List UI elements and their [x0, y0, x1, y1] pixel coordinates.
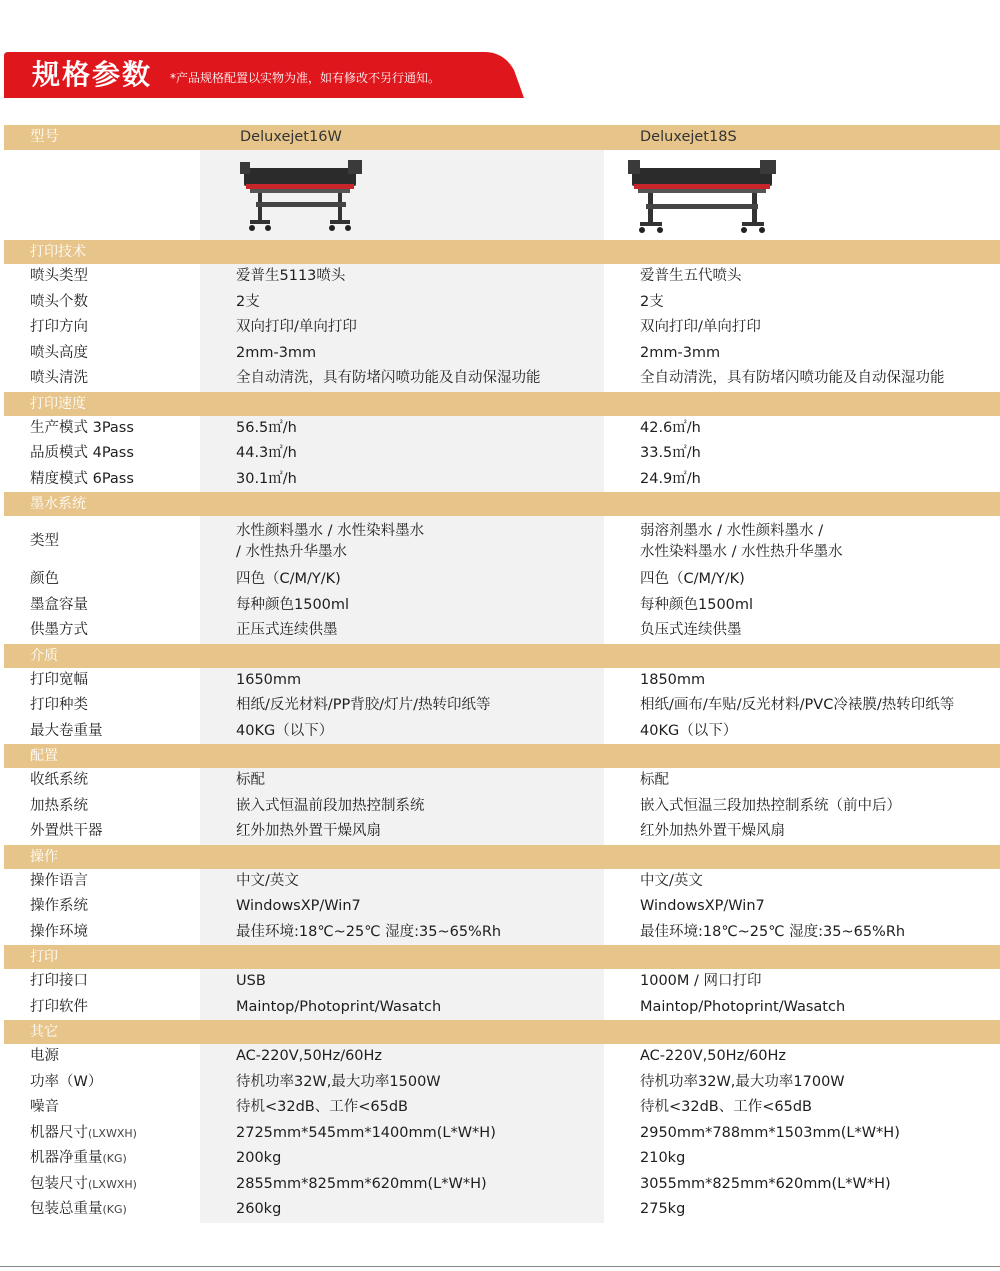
spec-value-model-1 [200, 516, 604, 567]
spec-label-text: 供墨方式 [30, 622, 88, 638]
large-format-printer-icon [236, 158, 366, 236]
section-header: 打印速度 [4, 392, 1000, 416]
spec-value-model-2: 红外加热外置干燥风扇 [640, 823, 785, 839]
spec-label [4, 441, 200, 467]
spec-label-text: 外置烘干器 [30, 823, 103, 839]
spec-row [4, 768, 1000, 794]
spec-label-text: 包装总重量 [30, 1201, 103, 1217]
section-header: 其它 [4, 1020, 1000, 1044]
spec-label [4, 1070, 200, 1096]
spec-value-model-1: 30.1㎡/h [200, 467, 604, 493]
printer-image-row [4, 150, 1000, 240]
spec-value-model-1: 相纸/反光材料/PP背胶/灯片/热转印纸等 [200, 693, 604, 719]
spec-row [4, 668, 1000, 694]
spec-value-model-1: Maintop/Photoprint/Wasatch [200, 995, 604, 1021]
spec-value-line: 弱溶剂墨水 / 水性颜料墨水 / [640, 522, 824, 539]
spec-value-model-1: 最佳环境:18℃~25℃ 湿度:35~65%Rh [200, 920, 604, 946]
spec-value-model-2: 双向打印/单向打印 [640, 319, 761, 335]
spec-label-unit: (KG) [102, 1152, 127, 1165]
spec-value-model-1: 四色（C/M/Y/K) [200, 567, 604, 593]
spec-label [4, 719, 200, 745]
spec-label [4, 315, 200, 341]
spec-label-text: 包装尺寸 [30, 1175, 88, 1192]
spec-value-model-2: AC-220V,50Hz/60Hz [640, 1048, 787, 1064]
spec-label [4, 1172, 200, 1198]
printer-image-2 [604, 150, 1000, 240]
spec-table [4, 125, 1000, 1223]
section-header: 配置 [4, 744, 1000, 768]
spec-value-lines [236, 521, 424, 563]
spec-value-model-2: 负压式连续供墨 [640, 622, 742, 638]
spec-label [4, 768, 200, 794]
spec-value-model-2: 42.6㎡/h [640, 419, 701, 436]
spec-label-text: 打印软件 [30, 998, 88, 1015]
spec-label-text: 墨盒容量 [30, 596, 88, 613]
spec-value-model-1: 红外加热外置干燥风扇 [200, 819, 604, 845]
banner-note: *产品规格配置以实物为准，如有修改不另行通知。 [170, 71, 441, 85]
bottom-divider [0, 1266, 1000, 1267]
section-header: 打印 [4, 945, 1000, 969]
spec-value-model-2: 标配 [640, 772, 669, 788]
spec-value-model-2: 相纸/画布/车贴/反光材料/PVC冷裱膜/热转印纸等 [640, 697, 955, 713]
spec-row [4, 794, 1000, 820]
spec-row [4, 290, 1000, 316]
spec-label-text: 操作系统 [30, 898, 88, 914]
spec-label-text: 打印接口 [30, 973, 88, 989]
spec-label [4, 593, 200, 619]
spec-row [4, 819, 1000, 845]
spec-label [4, 969, 200, 995]
spec-label [4, 794, 200, 820]
spec-row [4, 441, 1000, 467]
spec-row [4, 1172, 1000, 1198]
section-header: 操作 [4, 845, 1000, 869]
spec-value-model-1: AC-220V,50Hz/60Hz [200, 1044, 604, 1070]
spec-label [4, 819, 200, 845]
spec-value-model-1: 40KG（以下） [200, 719, 604, 745]
spec-label-text: 喷头类型 [30, 268, 88, 284]
spec-value-model-1: 标配 [200, 768, 604, 794]
spec-sections [4, 240, 1000, 1223]
spec-value-model-2: Maintop/Photoprint/Wasatch [640, 998, 846, 1015]
spec-label-text: 最大卷重量 [30, 722, 103, 739]
spec-label-text: 颜色 [30, 571, 59, 587]
spec-value-model-2: 1000M / 网口打印 [640, 973, 762, 989]
spec-row [4, 869, 1000, 895]
spec-label-text: 机器尺寸 [30, 1124, 88, 1141]
spec-row [4, 264, 1000, 290]
spec-label [4, 693, 200, 719]
spec-row [4, 416, 1000, 442]
section-header: 打印技术 [4, 240, 1000, 264]
spec-row [4, 1070, 1000, 1096]
large-format-printer-icon [626, 158, 778, 238]
spec-label [4, 290, 200, 316]
spec-label [4, 894, 200, 920]
spec-value-model-1: 56.5㎡/h [200, 416, 604, 442]
spec-value-model-1: 爱普生5113喷头 [200, 264, 604, 290]
spec-label [4, 920, 200, 946]
spec-label [4, 366, 200, 392]
spec-label [4, 618, 200, 644]
model-header-row [4, 125, 1000, 150]
spec-label [4, 1044, 200, 1070]
spec-value-model-1: 待机<32dB、工作<65dB [200, 1095, 604, 1121]
spec-row [4, 567, 1000, 593]
spec-label-text: 品质模式 4Pass [30, 445, 134, 461]
spec-label-text: 打印种类 [30, 697, 88, 713]
spec-row [4, 693, 1000, 719]
section-header: 介质 [4, 644, 1000, 668]
spec-row [4, 618, 1000, 644]
spec-label-text: 喷头个数 [30, 293, 88, 310]
spec-row [4, 467, 1000, 493]
spec-label-text: 打印方向 [30, 319, 88, 335]
spec-label [4, 995, 200, 1021]
spec-value-model-1: 2725mm*545mm*1400mm(L*W*H) [200, 1121, 604, 1147]
spec-row [4, 719, 1000, 745]
section-header: 墨水系统 [4, 492, 1000, 516]
banner-title: 规格参数 [32, 58, 153, 91]
spec-row [4, 593, 1000, 619]
model-label: 型号 [30, 129, 59, 145]
spec-value-model-2: 中文/英文 [640, 872, 703, 889]
spec-row [4, 341, 1000, 367]
spec-row [4, 1095, 1000, 1121]
spec-row [4, 315, 1000, 341]
spec-value-model-1: 2支 [200, 290, 604, 316]
spec-label-text: 收纸系统 [30, 772, 88, 788]
spec-label-unit: (KG) [102, 1203, 127, 1216]
spec-value-model-2: WindowsXP/Win7 [640, 898, 765, 914]
spec-label-text: 加热系统 [30, 797, 88, 814]
spec-label-text: 操作环境 [30, 923, 88, 940]
spec-label-unit: (LXWXH) [88, 1126, 137, 1140]
spec-value-line: / 水性热升华墨水 [236, 543, 347, 560]
spec-value-model-2: 40KG（以下） [640, 722, 738, 739]
spec-row [4, 1044, 1000, 1070]
spec-label-text: 类型 [30, 532, 59, 549]
spec-value-model-1: 中文/英文 [200, 869, 604, 895]
spec-value-model-2: 1850mm [640, 671, 706, 688]
spec-row [4, 995, 1000, 1021]
spec-banner [4, 52, 524, 98]
spec-value-model-2: 24.9㎡/h [640, 470, 701, 487]
spec-label [4, 467, 200, 493]
spec-value-line: 水性颜料墨水 / 水性染料墨水 [236, 522, 425, 539]
spec-value-model-1: 双向打印/单向打印 [200, 315, 604, 341]
spec-value-model-1: 2855mm*825mm*620mm(L*W*H) [200, 1172, 604, 1198]
spec-value-model-2: 210kg [640, 1150, 686, 1166]
spec-value-model-2: 四色（C/M/Y/K) [640, 571, 745, 587]
spec-label [4, 869, 200, 895]
spec-value-model-2: 2支 [640, 293, 664, 310]
spec-row [4, 969, 1000, 995]
model-name-1: Deluxejet16W [240, 129, 342, 145]
spec-value-model-1: 1650mm [200, 668, 604, 694]
spec-row [4, 1197, 1000, 1223]
model-name-2: Deluxejet18S [640, 129, 737, 145]
spec-row [4, 920, 1000, 946]
spec-label [4, 1197, 200, 1223]
spec-value-model-1: WindowsXP/Win7 [200, 894, 604, 920]
spec-value-model-1: 每种颜色1500ml [200, 593, 604, 619]
spec-value-model-2: 每种颜色1500ml [640, 596, 754, 613]
spec-label-text: 功率（W） [30, 1073, 103, 1090]
spec-label-text: 机器净重量 [30, 1150, 103, 1166]
spec-value-model-1: 200kg [200, 1146, 604, 1172]
spec-value-model-1: 260kg [200, 1197, 604, 1223]
spec-label-text: 喷头清洗 [30, 370, 88, 386]
spec-value-model-1: 全自动清洗，具有防堵闪喷功能及自动保湿功能 [200, 366, 604, 392]
spec-value-model-1: 正压式连续供墨 [200, 618, 604, 644]
spec-row [4, 1146, 1000, 1172]
spec-value-model-1: 2mm-3mm [200, 341, 604, 367]
spec-label-text: 电源 [30, 1048, 59, 1064]
spec-label [4, 567, 200, 593]
spec-row [4, 894, 1000, 920]
spec-label [4, 1146, 200, 1172]
image-row-label [4, 150, 200, 240]
spec-value-model-2: 275kg [640, 1201, 686, 1217]
spec-row [4, 366, 1000, 392]
spec-value-model-2: 嵌入式恒温三段加热控制系统（前中后） [640, 797, 901, 814]
spec-value-model-1: 待机功率32W,最大功率1500W [200, 1070, 604, 1096]
spec-label-text: 喷头高度 [30, 344, 88, 361]
spec-label [4, 341, 200, 367]
spec-label [4, 516, 200, 567]
spec-value-model-2: 待机功率32W,最大功率1700W [640, 1073, 845, 1090]
spec-value-model-2: 2950mm*788mm*1503mm(L*W*H) [640, 1124, 900, 1141]
spec-value-model-2: 最佳环境:18℃~25℃ 湿度:35~65%Rh [640, 923, 906, 940]
spec-value-model-2: 2mm-3mm [640, 344, 721, 361]
spec-value-model-2: 33.5㎡/h [640, 445, 701, 461]
spec-value-model-2: 爱普生五代喷头 [640, 268, 742, 284]
spec-label [4, 668, 200, 694]
spec-label-text: 生产模式 3Pass [30, 419, 134, 436]
spec-value-model-1: 嵌入式恒温前段加热控制系统 [200, 794, 604, 820]
spec-row [4, 1121, 1000, 1147]
spec-row [4, 516, 1000, 567]
spec-value-line: 水性染料墨水 / 水性热升华墨水 [640, 543, 843, 560]
spec-label-unit: (LXWXH) [88, 1177, 137, 1191]
spec-value-model-2 [604, 516, 1000, 567]
printer-image-1 [200, 150, 604, 240]
spec-value-model-2: 全自动清洗，具有防堵闪喷功能及自动保湿功能 [640, 370, 945, 386]
spec-label-text: 操作语言 [30, 872, 88, 889]
spec-label-text: 精度模式 6Pass [30, 470, 134, 487]
spec-label [4, 1095, 200, 1121]
spec-label [4, 1121, 200, 1147]
spec-label-text: 打印宽幅 [30, 671, 88, 688]
spec-value-model-1: 44.3㎡/h [200, 441, 604, 467]
spec-label [4, 416, 200, 442]
spec-value-lines [640, 521, 843, 563]
spec-value-model-2: 待机<32dB、工作<65dB [640, 1099, 813, 1115]
spec-label-text: 噪音 [30, 1099, 59, 1115]
spec-value-model-2: 3055mm*825mm*620mm(L*W*H) [640, 1175, 891, 1192]
spec-label [4, 264, 200, 290]
spec-value-model-1: USB [200, 969, 604, 995]
